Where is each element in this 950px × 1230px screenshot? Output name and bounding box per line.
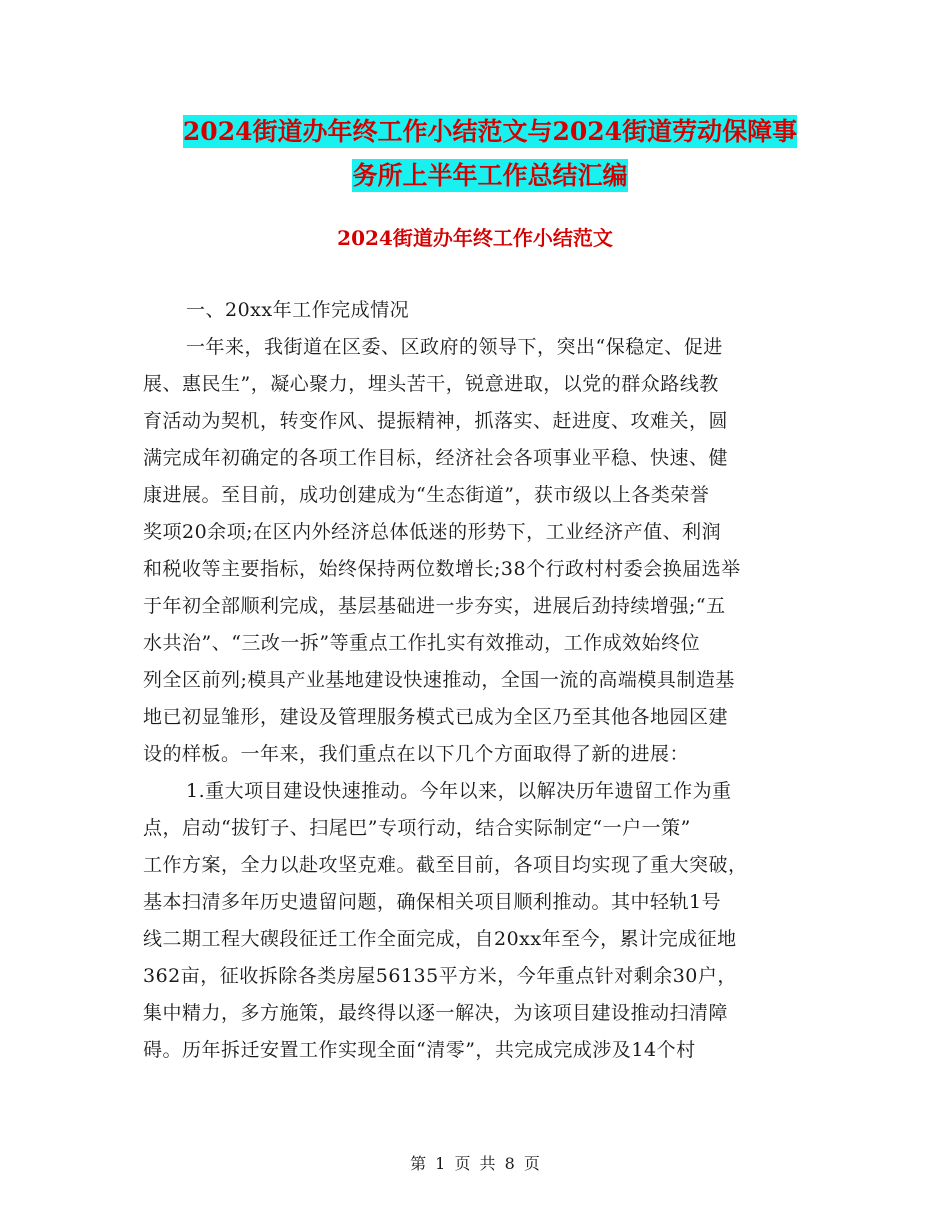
title-highlight-2: 务所上半年工作总结汇编: [352, 161, 628, 190]
paragraph2-line: 362亩，征收拆除各类房屋56135平方米，今年重点针对剩余30户，: [143, 965, 737, 987]
paragraph2-line: 1.重大项目建设快速推动。今年以来，以解决历年遗留工作为重: [186, 780, 732, 802]
paragraph2-line: 碍。历年拆迁安置工作实现全面“清零”，共完成完成涉及14个村: [143, 1039, 696, 1061]
paragraph2-line: 工作方案，全力以赴攻坚克难。截至目前，各项目均实现了重大突破，: [143, 854, 748, 876]
heading-work-completion: 一、20xx年工作完成情况: [186, 299, 410, 321]
paragraph1-line: 水共治”、“三改一拆”等重点工作扎实有效推动，工作成效始终位: [143, 632, 701, 654]
paragraph2-line: 集中精力，多方施策，最终得以逐一解决，为该项目建设推动扫清障: [143, 1002, 729, 1024]
paragraph2-line: 线二期工程大碶段征迁工作全面完成，自20xx年至今，累计完成征地: [143, 928, 737, 950]
title-highlight-1: 2024街道办年终工作小结范文与2024街道劳动保障事: [182, 117, 798, 146]
paragraph1-line: 育活动为契机，转变作风、提振精神，抓落实、赶进度、攻难关，圆: [143, 410, 729, 432]
document-title-line1: [140, 112, 840, 152]
paragraph1-line: 康进展。至目前，成功创建成为“生态街道”，获市级以上各类荣誉: [143, 484, 710, 506]
paragraph1-line: 设的样板。一年来，我们重点在以下几个方面取得了新的进展：: [143, 743, 690, 765]
paragraph1-line: 奖项20余项;在区内外经济总体低迷的形势下，工业经济产值、利润: [143, 521, 722, 543]
paragraph1-line: 和税收等主要指标，始终保持两位数增长;38个行政村村委会换届选举: [143, 558, 741, 580]
paragraph1-line: 地已初显雏形，建设及管理服务模式已成为全区乃至其他各地园区建: [143, 706, 729, 728]
paragraph1-line: 列全区前列;模具产业基地建设快速推动，全国一流的高端模具制造基: [143, 669, 735, 691]
paragraph2-line: 点，启动“拔钉子、扫尾巴”专项行动，结合实际制定“一户一策”: [143, 817, 691, 839]
paragraph1-line: 一年来，我街道在区委、区政府的领导下，突出“保稳定、促进: [186, 336, 723, 358]
page-footer: 第 1 页 共 8 页: [410, 1154, 540, 1173]
paragraph2-line: 基本扫清多年历史遗留问题，确保相关项目顺利推动。其中轻轨1号: [143, 891, 722, 913]
paragraph1-line: 于年初全部顺利完成，基层基础进一步夯实，进展后劲持续增强;“五: [143, 595, 726, 617]
document-title-line2: [140, 156, 840, 196]
paragraph1-line: 满完成年初确定的各项工作目标，经济社会各项事业平稳、快速、健: [143, 447, 729, 469]
section-title: 2024街道办年终工作小结范文: [337, 226, 613, 250]
paragraph1-line: 展、惠民生”，凝心聚力，埋头苦干，锐意进取，以党的群众路线教: [143, 373, 719, 395]
